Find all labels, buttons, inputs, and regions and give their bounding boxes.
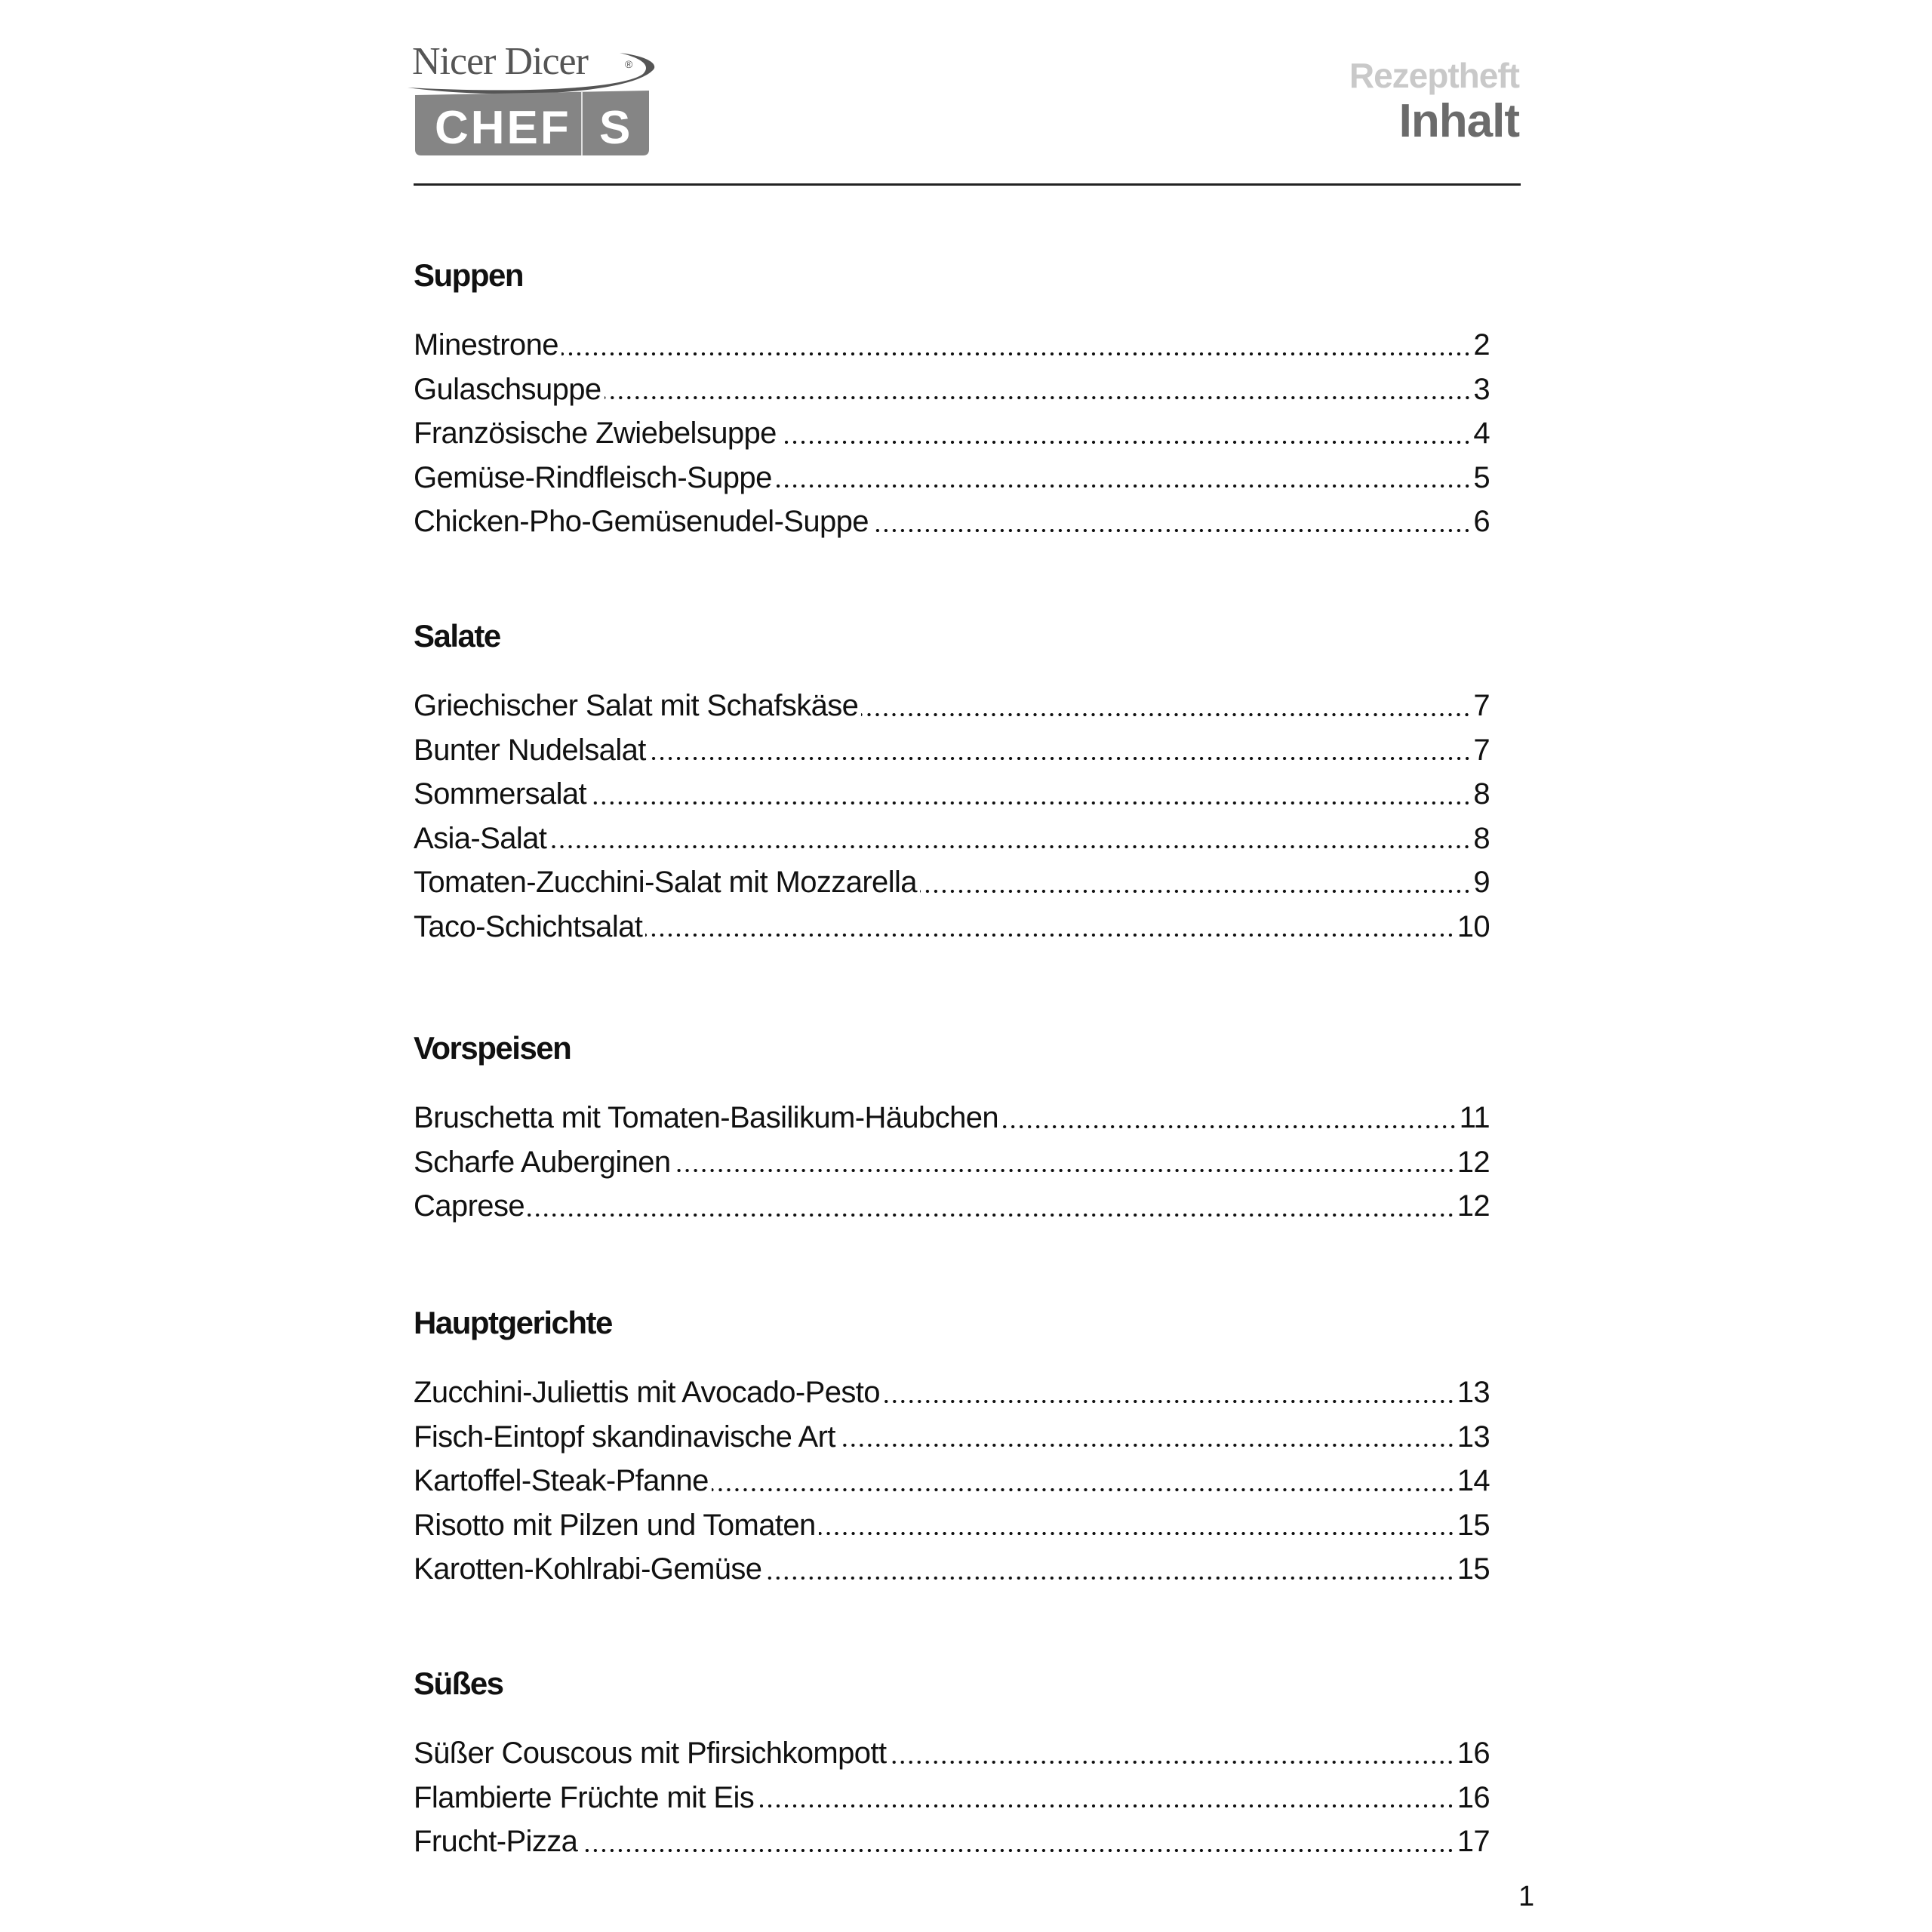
toc-entry[interactable] (414, 772, 1490, 817)
entry-title: Gulaschsuppe (414, 372, 601, 406)
entry-title: Scharfe Auberginen (414, 1145, 671, 1179)
toc-entry[interactable] (414, 1096, 1490, 1140)
toc-entry[interactable] (414, 456, 1490, 500)
entry-title: Fisch-Eintopf skandinavische Art (414, 1420, 835, 1454)
dot-leader (889, 1761, 1454, 1764)
entry-page: 16 (1457, 1737, 1490, 1770)
entry-title: Bruschetta mit Tomaten-Basilikum-Häubchen (414, 1101, 999, 1134)
entry-title: Chicken-Pho-Gemüsenudel-Suppe (414, 505, 869, 538)
dot-leader (872, 529, 1471, 532)
section-heading: Salate (414, 618, 500, 654)
toc-entry[interactable] (414, 817, 1490, 861)
dot-leader (775, 485, 1472, 488)
entry-page: 4 (1473, 417, 1490, 450)
entry-title: Sommersalat (414, 777, 587, 811)
dot-leader (645, 934, 1454, 937)
toc-entry[interactable] (414, 905, 1490, 949)
entry-page: 17 (1457, 1825, 1490, 1858)
toc-entry[interactable] (414, 411, 1490, 456)
toc-entry[interactable] (414, 323, 1490, 368)
dot-leader (920, 890, 1471, 893)
toc-entry[interactable] (414, 368, 1490, 412)
toc-entry[interactable] (414, 684, 1490, 728)
entry-title: Caprese (414, 1189, 525, 1223)
entry-title: Tomaten-Zucchini-Salat mit Mozzarella (414, 866, 917, 899)
section-heading: Suppen (414, 257, 523, 293)
entry-title: Zucchini-Juliettis mit Avocado-Pesto (414, 1376, 880, 1409)
toc-entry[interactable] (414, 1503, 1490, 1548)
section-heading: Vorspeisen (414, 1030, 571, 1066)
entry-page: 6 (1473, 505, 1490, 538)
entry-page: 8 (1473, 777, 1490, 811)
toc-section-suesses (414, 1665, 1490, 1864)
entry-title: Minestrone (414, 328, 558, 361)
entry-title: Süßer Couscous mit Pfirsichkompott (414, 1737, 887, 1770)
entry-title: Flambierte Früchte mit Eis (414, 1780, 755, 1814)
entry-page: 15 (1457, 1508, 1490, 1542)
toc-section-salate (414, 617, 1490, 949)
header-titles (1349, 54, 1519, 146)
dot-leader (580, 1849, 1454, 1852)
entry-page: 13 (1457, 1420, 1490, 1454)
logo-text-s: S (599, 102, 631, 154)
entry-page: 9 (1473, 866, 1490, 899)
logo-registered-mark: ® (625, 58, 633, 70)
dot-leader (1001, 1125, 1457, 1128)
entry-page: 14 (1457, 1464, 1490, 1497)
dot-leader (780, 441, 1472, 444)
entry-page: 13 (1457, 1376, 1490, 1409)
dot-leader (561, 352, 1471, 355)
section-heading: Süßes (414, 1666, 503, 1701)
dot-leader (883, 1400, 1455, 1403)
toc-entry[interactable] (414, 500, 1490, 544)
toc-entry[interactable] (414, 1459, 1490, 1503)
entry-page: 10 (1457, 909, 1490, 943)
entry-title: Bunter Nudelsalat (414, 733, 646, 767)
dot-leader (757, 1804, 1455, 1807)
entry-title: Griechischer Salat mit Schafskäse (414, 689, 859, 722)
entry-title: Kartoffel-Steak-Pfanne (414, 1464, 709, 1497)
entry-page: 15 (1457, 1552, 1490, 1586)
entry-page: 12 (1457, 1145, 1490, 1179)
toc-entry[interactable] (414, 1371, 1490, 1415)
toc-entry[interactable] (414, 860, 1490, 905)
dot-leader (549, 845, 1471, 848)
dot-leader (838, 1444, 1455, 1447)
toc-entry[interactable] (414, 1184, 1490, 1229)
logo-graphic (405, 36, 661, 161)
entry-page: 7 (1473, 733, 1490, 767)
dot-leader (819, 1532, 1455, 1535)
dot-leader (605, 396, 1472, 399)
toc-entry[interactable] (414, 1415, 1490, 1460)
header-subtitle: Rezeptheft (1349, 56, 1519, 95)
page-title: Inhalt (1398, 95, 1519, 147)
footer-page-number: 1 (1518, 1881, 1535, 1912)
toc-section-hauptgerichte (414, 1304, 1490, 1592)
entry-page: 7 (1473, 689, 1490, 722)
entry-page: 3 (1473, 372, 1490, 406)
toc-entry[interactable] (414, 1547, 1490, 1592)
dot-leader (589, 801, 1471, 804)
logo-text-chef: CHEF (435, 102, 571, 154)
entry-title: Asia-Salat (414, 821, 547, 855)
header-divider (414, 183, 1521, 186)
dot-leader (649, 757, 1472, 760)
dot-leader (861, 713, 1471, 716)
entry-page: 8 (1473, 821, 1490, 855)
nicer-dicer-chefs-logo (405, 36, 661, 161)
dot-leader (712, 1488, 1455, 1491)
section-heading: Hauptgerichte (414, 1305, 612, 1340)
entry-title: Karotten-Kohlrabi-Gemüse (414, 1552, 762, 1586)
dot-leader (764, 1577, 1454, 1580)
entry-page: 12 (1457, 1189, 1490, 1223)
toc-entry[interactable] (414, 1731, 1490, 1776)
toc-entry[interactable] (414, 1776, 1490, 1820)
toc-entry[interactable] (414, 728, 1490, 773)
entry-page: 16 (1457, 1780, 1490, 1814)
toc-section-suppen (414, 257, 1490, 544)
logo-text-line1: Nicer Dicer (412, 40, 588, 83)
entry-page: 5 (1473, 460, 1490, 494)
dot-leader (674, 1169, 1455, 1172)
toc-section-vorspeisen (414, 1029, 1490, 1229)
entry-page: 11 (1459, 1101, 1490, 1134)
entry-title: Französische Zwiebelsuppe (414, 417, 777, 450)
entry-title: Risotto mit Pilzen und Tomaten (414, 1508, 816, 1542)
entry-title: Taco-Schichtsalat (414, 909, 643, 943)
entry-title: Gemüse-Rindfleisch-Suppe (414, 460, 772, 494)
entry-page: 2 (1473, 328, 1490, 361)
dot-leader (528, 1214, 1455, 1217)
toc-entry[interactable] (414, 1820, 1490, 1864)
entry-title: Frucht-Pizza (414, 1825, 578, 1858)
toc-entry[interactable] (414, 1140, 1490, 1185)
